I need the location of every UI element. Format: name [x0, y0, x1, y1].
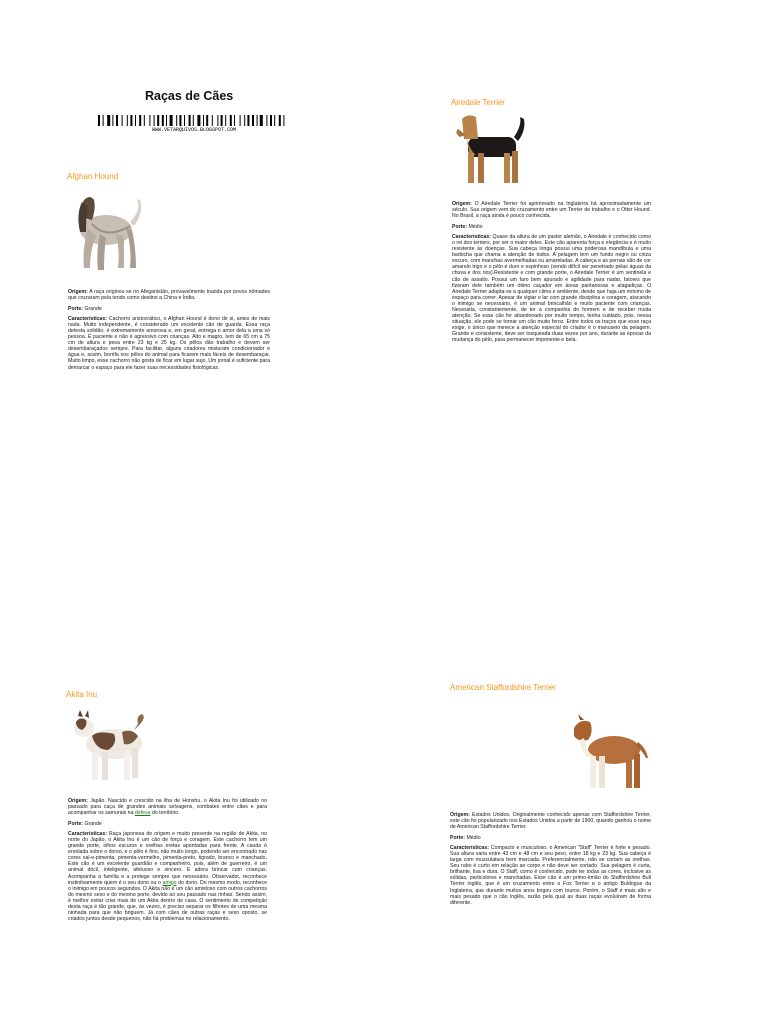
american-staffordshire-terrier-image	[566, 712, 652, 794]
breed-title-airedale-terrier: Airedale Terrier	[451, 98, 506, 107]
origin-text: Estados Unidos. Originalmente conhecido apenas com Staffordshire Terrier, este cão foi popularizado nos Estados Unidos a partir de 1900, quando ganhou o nome de American Staffordshire Terrier.	[450, 812, 651, 831]
traits-text: Raça japonesa de origem e muito presente na região de Akita, no norte do Japão, o Akita Inu é um cão de força e coragem. Este cachorro tem um grande porte, olhos escuros e orelhas eretas apontadas para frente. A cauda é enrolada sobre o dorso, e o pêlo é fino, não muito longo, podendo ser encontrado nas cores sal-e-pimenta, pimenta-vermelho, pimenta-preto, tigrado, branco e manchado. Este cão é um excelente guardião e companheiro, pois, além de guerreiro, é um animal dócil, inteligente, afetuoso e sincero. E adora brincar com crianças. Acompanha a família e a protege sempre que necessário. Observador, reconhece instintivamente quem é o seu dono ou o	[68, 831, 267, 886]
size-text: Grande	[84, 820, 102, 827]
airedale-terrier-image	[452, 111, 538, 187]
size-paragraph: Porte: Médio	[450, 834, 481, 841]
barcode-text: WWW.VETARQUIVOS.BLOGSPOT.COM	[151, 127, 237, 132]
size-text: Médio	[468, 223, 483, 230]
traits-text: Quase da altura de um pastor alemão, o Airedale é conhecido como o rei dos terriers, por ser o maior deles. Este cão aparenta força e elegância e é muito resistente às doenças. Sua cabeça longa possui uma poderosa mandíbula e uma barbicha que chama a atenção de todos. A pelagem tem um fundo negro ou cinza escuro, com manchas avermelhadas ou amareladas. A cabeça e as pernas são de cor amarelo trigo e o pêlo é duro e espinhoso (sendo difícil ser penetrado pelas águas da chuva e dos rios).Resistente e com grande porte, o Airedale Terrier é um sentinela e cão de assalto. Possui um faro bem apurado e agilidade para nadar, fatores que fizeram dele também um ótimo caçador em áreas pantanosas e alagadiças. O Airedale Terrier adapta-se a qualquer clima e ambiente, desde que haja um mínimo de espaço para correr. Apesar de vigiar o lar com grande disciplina e coragem, atacando o inimigo se necessário, é um animal brincalhão e muito paciente com crianças. Necessita, constantemente, de ter a companhia do homem e de receber muita atenção. Se esse cão for abandonado por muito tempo, tenha cuidado, pois, nessa situação, ele pode se tornar um cão muito feroz. Entre todos os traços que esse raça exige, o único que merece a atenção especial do criador é o manuseio da pelagem. Grande e consistente, deve ser tosqueada duas vezes por ano, durante as épocas da mudança do pêlo, para permanecer imponente e bela.	[452, 234, 651, 343]
origin-paragraph: Origem: A raça originou-se no Afeganistão, provavelmente trazida por povos nômades que cruzaram pela tendo como destino a China e Índia.	[68, 289, 271, 302]
origin-paragraph: Origem: O Airedale Terrier foi aprimorado na Inglaterra há aproximadamente um século. Sua origem vem do cruzamento entre um Terrier de trabalho e o Otter Hound. No Brasil, a raça ainda é pouco conhecida.	[452, 201, 651, 220]
page-title: Raças de Cães	[145, 89, 234, 103]
breed-title-akita-inu: Akita Inu	[66, 690, 98, 699]
size-paragraph: Porte: Grande	[68, 820, 102, 827]
size-paragraph: Porte: Grande	[68, 305, 102, 312]
origin-paragraph: Origem: Japão. Nascido e crescido na ilha de Honshu, o Akita Inu foi utilizado no passado para caça de grandes animais selvagens, combates entre cães e para acompanhar os samurais na defesa do território.	[68, 798, 267, 817]
amigo-link[interactable]: amigo	[162, 879, 177, 886]
origin-text: Japão. Nascido e crescido na ilha de Honshu, o Akita Inu foi utilizado no passado para caça de grandes animais selvagens, combates entre cães e para acompanhar os samurais na	[68, 798, 267, 817]
defesa-link[interactable]: defesa	[134, 810, 151, 817]
size-paragraph: Porte: Médio	[452, 223, 483, 230]
afghan-hound-image	[66, 188, 156, 274]
origin-text: O Airedale Terrier foi aprimorado na Inglaterra há aproximadamente um século. Sua origem vem do cruzamento entre um Terrier de trabalho e o Otter Hound. No Brasil, a raça ainda é pouco conhecida.	[452, 201, 651, 220]
origin-paragraph: Origem: Estados Unidos. Originalmente conhecido apenas com Staffordshire Terrier, este cão foi popularizado nos Estados Unidos a partir de 1900, quando ganhou o nome de American Staffordshire Terrier.	[450, 812, 651, 831]
breed-title-american-staffordshire-terrier: American Staffordshire Terrier	[450, 683, 556, 692]
size-text: Médio	[466, 834, 481, 841]
akita-inu-image	[68, 706, 158, 784]
traits-paragraph: Características: Raça japonesa de origem e muito presente na região de Akita, no norte do Japão, o Akita Inu é um cão de força e coragem. Este cachorro tem um grande porte, olhos escuros e orelhas eretas apontadas para frente. A cauda é enrolada sobre o dorso, e o pêlo é fino, não muito longo, podendo ser encontrado nas cores sal-e-pimenta, pimenta-vermelho, pimenta-preto, tigrado, branco e manchado. Este cão é um excelente guardião e companheiro, pois, além de guerreiro, é um animal dócil, inteligente, afetuoso e sincero. E adora brincar com crianças. Acompanha a família e a protege sempre que necessário. Observador, reconhece instintivamente quem é o seu dono ou o amigo do dono. Do mesmo modo, reconhece o inimigo em poucos segundos. O Akita não é um cão amistoso com outros cachorros do mesmo sexo e do mesmo porte, devido ao seu passado nas rinhas. Sendo assim, é melhor evitar criar mais de um Akita dentro de casa. O sentimento de competição desta raça é tão grande, que, às vezes, é preciso separar os filhotes de uma mesma ninhada para que não briguem. Já com cães de outras raças e sexo oposto, se criados juntos desde pequenos, não há problemas no relacionamento.	[68, 831, 268, 922]
traits-text: Compacto e musculoso, o American "Staff" Terrier é forte e pesado. Sua altura varia entre 43 cm e 48 cm e seu peso, entre 18 kg e 23 kg. Sua cabeça é larga com musculatura bem marcada. Preferencialmente, não se cortam as orelhas. Seu rabo é curto em relação ao corpo e não deve ser cortado. Sua pelagem é curta, brilhante, lisa e dura. O Staff, como é conhecido, pode ter todas as cores, inclusive as sólidas, particolores e manchadas. Esse cão é um primo-irmão do Staffordshire Bull Terrier inglês, que é um cruzamento entre o Fox Terrier e o antigo Buldogue da Inglaterra, que durante muitos anos brigou com touros. Porém, o Staff é mais alto e mais pesado que o cão inglês, razão pela qual as duas raças evoluíram de forma diferente.	[450, 845, 651, 906]
breed-title-afghan-hound: Afghan Hound	[67, 172, 119, 181]
traits-text: Cachorro aristocrático, o Afghan Hound é dono de si, antes de mais nada. Muito independente, é considerado um excelente cão de guarda. Essa raça detesta solidão, é extremamente amorosa e, em geral, entrega o amor dela a uma só pessoa. É paciente e não é agressivo com crianças. Alto e magro, tem de 65 cm a 75 cm de altura e pesa entre 23 kg e 25 kg. Os pêlos dão trabalho e devem ser desembaraçados sempre. Para facilitar, alguns criadores misturam condicionador e água e, assim, borrifa nos pêlos do animal para ficarem mais fáceis de desembaraçar. Muito limpo, esse cachorro não gosta de ficar em lugar sujo. Um jornal é suficiente para demarcar o espaço para ele fazer suas necessidades fisiológicas.	[68, 316, 270, 371]
traits-paragraph: Características: Quase da altura de um pastor alemão, o Airedale é conhecido como o rei dos terriers, por ser o maior deles. Este cão aparenta força e elegância e é muito resistente às doenças. Sua cabeça longa possui uma poderosa mandíbula e uma barbicha que chama a atenção de todos. A pelagem tem um fundo negro ou cinza escuro, com manchas avermelhadas ou amareladas. A cabeça e as pernas são de cor amarelo trigo e o pêlo é duro e espinhoso (sendo difícil ser penetrado pelas águas da chuva e dos rios).Resistente e com grande porte, o Airedale Terrier é um sentinela e cão de assalto. Possui um faro bem apurado e agilidade para nadar, fatores que fizeram dele também um ótimo caçador em áreas pantanosas e alagadiças. O Airedale Terrier adapta-se a qualquer clima e ambiente, desde que haja um mínimo de espaço para correr. Apesar de vigiar o lar com grande disciplina e coragem, atacando o inimigo se necessário, é um animal brincalhão e muito paciente com crianças. Necessita, constantemente, de ter a companhia do homem e de receber muita atenção. Se esse cão for abandonado por muito tempo, tenha cuidado, pois, nessa situação, ele pode se tornar um cão muito feroz. Entre todos os traços que esse raça exige, o único que merece a atenção especial do criador é o manuseio da pelagem. Grande e consistente, deve ser tosqueada duas vezes por ano, durante as épocas da mudança do pêlo, para permanecer imponente e bela.	[452, 234, 651, 343]
traits-paragraph: Características: Cachorro aristocrático, o Afghan Hound é dono de si, antes de mais nada. Muito independente, é considerado um excelente cão de guarda. Essa raça detesta solidão, é extremamente amorosa e, em geral, entrega o amor dela a uma só pessoa. É paciente e não é agressivo com crianças. Alto e magro, tem de 65 cm a 75 cm de altura e pesa entre 23 kg e 25 kg. Os pêlos dão trabalho e devem ser desembaraçados sempre. Para facilitar, alguns criadores misturam condicionador e água e, assim, borrifa nos pêlos do animal para ficarem mais fáceis de desembaraçar. Muito limpo, esse cachorro não gosta de ficar em lugar sujo. Um jornal é suficiente para demarcar o espaço para ele fazer suas necessidades fisiológicas.	[68, 316, 270, 371]
barcode-logo	[96, 115, 286, 132]
traits-paragraph: Características: Compacto e musculoso, o American "Staff" Terrier é forte e pesado. Sua altura varia entre 43 cm e 48 cm e seu peso, entre 18 kg e 23 kg. Sua cabeça é larga com musculatura bem marcada. Preferencialmente, não se cortam as orelhas. Seu rabo é curto em relação ao corpo e não deve ser cortado. Sua pelagem é curta, brilhante, lisa e dura. O Staff, como é conhecido, pode ter todas as cores, inclusive as sólidas, particolores e manchadas. Esse cão é um primo-irmão do Staffordshire Bull Terrier inglês, que é um cruzamento entre o Fox Terrier e o antigo Buldogue da Inglaterra, que durante muitos anos brigou com touros. Porém, o Staff é mais alto e mais pesado que o cão inglês, razão pela qual as duas raças evoluíram de forma diferente.	[450, 845, 651, 906]
origin-text: A raça originou-se no Afeganistão, provavelmente trazida por povos nômades que cruzaram pela tendo como destino a China e Índia.	[68, 289, 271, 302]
size-text: Grande	[84, 305, 102, 312]
